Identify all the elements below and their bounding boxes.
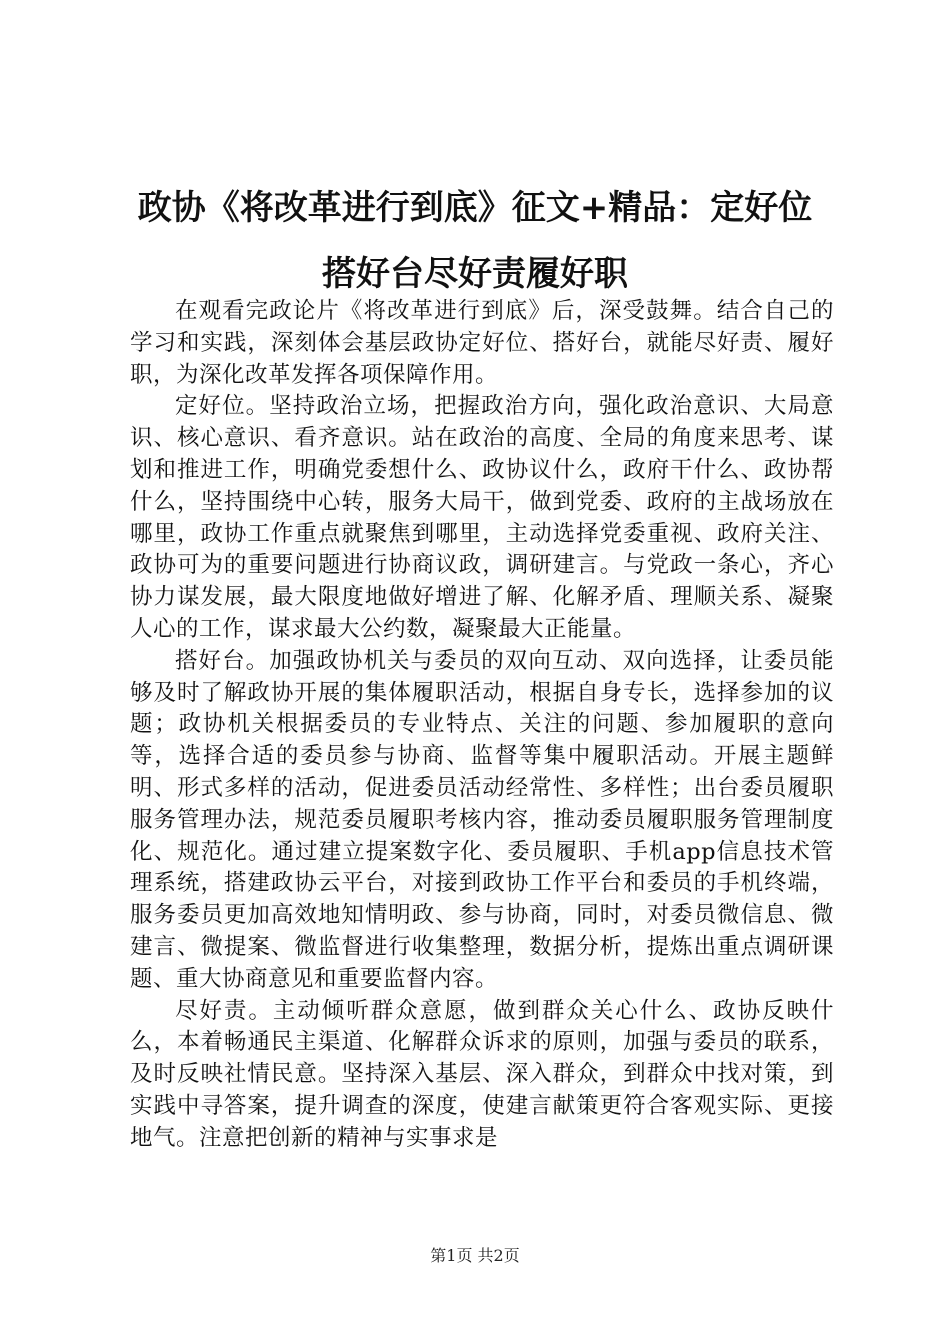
document-body (130, 296, 834, 1155)
paragraph-responsibility: 尽好责。主动倾听群众意愿，做到群众关心什么、政协反映什么，本着畅通民主渠道、化解群众诉求的原则，加强与委员的联系，及时反映社情民意。坚持深入基层、深入群众，到群众中找对策，到实践中寻答案，提升调查的深度，使建言献策更符合客观实际、更接地气。注意把创新的精神与实事求是 (130, 997, 834, 1151)
page-number-footer: 第1页 共2页 (430, 1246, 520, 1265)
document-title-line-1: 政协《将改革进行到底》征文+精品：定好位 (137, 188, 813, 228)
document-title-line-2: 搭好台尽好责履好职 (322, 254, 628, 294)
paragraph-platform: 搭好台。加强政协机关与委员的双向互动、双向选择，让委员能够及时了解政协开展的集体履职活动，根据自身专长，选择参加的议题；政协机关根据委员的专业特点、关注的问题、参加履职的意向等，选择合适的委员参与协商、监督等集中履职活动。开展主题鲜明、形式多样的活动，促进委员活动经常性、多样性；出台委员履职服务管理办法，规范委员履职考核内容，推动委员履职服务管理制度化、规范化。通过建立提案数字化、委员履职、手机app信息技术管理系统，搭建政协云平台，对接到政协工作平台和委员的手机终端，服务委员更加高效地知情明政、参与协商，同时，对委员微信息、微建言、微提案、微监督进行收集整理，数据分析，提炼出重点调研课题、重大协商意见和重要监督内容。 (130, 647, 834, 992)
paragraph-intro: 在观看完政论片《将改革进行到底》后，深受鼓舞。结合自己的学习和实践，深刻体会基层政协定好位、搭好台，就能尽好责、履好职，为深化改革发挥各项保障作用。 (130, 298, 834, 388)
paragraph-position: 定好位。坚持政治立场，把握政治方向，强化政治意识、大局意识、核心意识、看齐意识。站在政治的高度、全局的角度来思考、谋划和推进工作，明确党委想什么、政协议什么，政府干什么、政协帮什么，坚持围绕中心转，服务大局干，做到党委、政府的主战场放在哪里，政协工作重点就聚焦到哪里，主动选择党委重视、政府关注、政协可为的重要问题进行协商议政，调研建言。与党政一条心，齐心协力谋发展，最大限度地做好增进了解、化解矛盾、理顺关系、凝聚人心的工作，谋求最大公约数，凝聚最大正能量。 (130, 393, 834, 642)
